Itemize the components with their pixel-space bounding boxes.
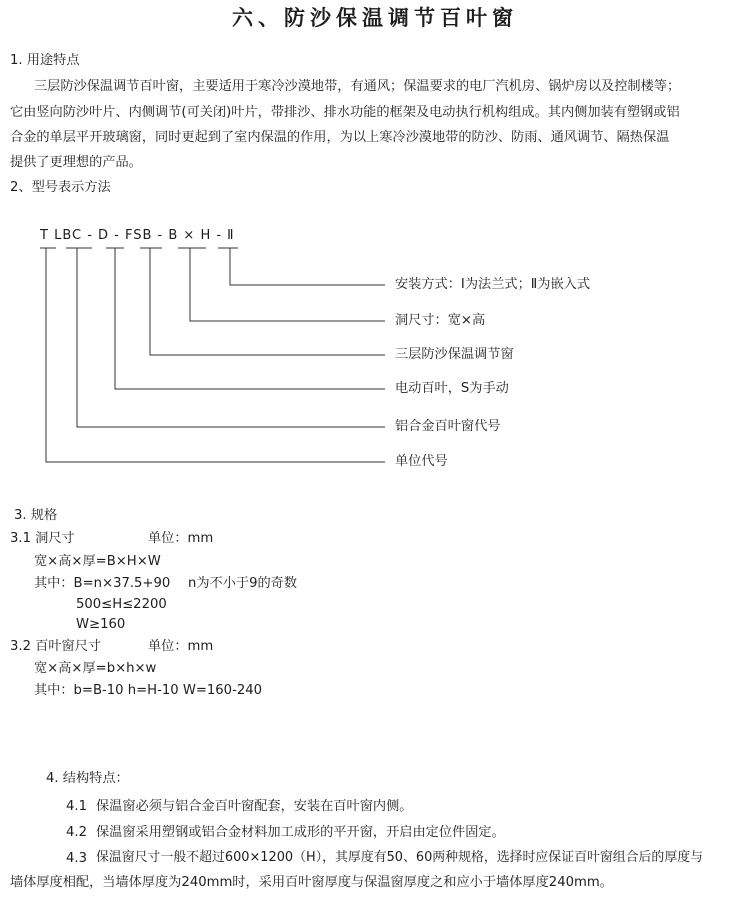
section1-heading: 1. 用途特点 (10, 53, 80, 68)
item-number: 4.3 (66, 851, 87, 866)
label-aluminum-code: 铝合金百叶窗代号 (395, 419, 501, 434)
sub1-w-range: W≥160 (76, 617, 126, 632)
item-continuation: 墙体厚度相配，当墙体厚度为240mm时，采用百叶窗厚度与保温窗厚度之和应小于墙体厚度240mm。 (10, 875, 613, 890)
label-three-layer: 三层防沙保温调节窗 (395, 347, 514, 362)
sub1-h-range: 500≤H≤2200 (76, 597, 167, 612)
sub1-formula: 宽×高×厚=B×H×W (34, 554, 161, 569)
label-electric-louver: 电动百叶，S为手动 (395, 381, 509, 396)
sub2-where: 其中：b=B-10 h=H-10 W=160-240 (34, 683, 263, 698)
section1-line: 三层防沙保温调节百叶窗，主要适用于寒冷沙漠地带，有通风；保温要求的电厂汽机房、锅炉房以及控制楼等； (34, 79, 681, 94)
section2-heading: 2、型号表示方法 (10, 180, 111, 195)
leader-install (230, 248, 385, 285)
section3-heading: 3. 规格 (14, 508, 58, 523)
leader-electric (115, 248, 385, 389)
item-number: 4.2 (66, 825, 87, 840)
item-text: 保温窗必须与铝合金百叶窗配套，安装在百叶窗内侧。 (96, 799, 413, 814)
label-unit-code: 单位代号 (395, 454, 448, 469)
sub2-heading: 3.2 百叶窗尺寸 (10, 639, 102, 654)
model-code: T LBC - D - FSB - B × H - Ⅱ (40, 228, 235, 243)
sub1-unit: 单位：mm (148, 531, 214, 546)
leader-three-layer (150, 248, 385, 355)
section1-line: 它由竖向防沙叶片、内侧调节(可关闭)叶片，带排沙、排水功能的框架及电动执行机构组成。其内侧加装有塑钢或铝 (10, 105, 680, 120)
label-install-method: 安装方式：Ⅰ为法兰式；Ⅱ为嵌入式 (395, 277, 591, 292)
section4-heading: 4. 结构特点： (46, 771, 129, 786)
sub1-where: 其中：B=n×37.5+90 (34, 576, 171, 591)
leader-aluminum (77, 248, 385, 427)
sub1-note-n: n为不小于9的奇数 (188, 576, 298, 591)
item-text: 保温窗采用塑钢或铝合金材料加工成形的平开窗，开启由定位件固定。 (96, 825, 505, 840)
sub1-heading: 3.1 洞尺寸 (10, 531, 75, 546)
sub2-formula: 宽×高×厚=b×h×w (34, 661, 157, 676)
page-title: 六、防沙保温调节百叶窗 (232, 6, 518, 30)
label-opening-size: 洞尺寸：宽×高 (395, 313, 486, 328)
item-text: 保温窗尺寸一般不超过600×1200（H），其厚度有50、60两种规格，选择时应保证百叶窗组合后的厚度与 (96, 850, 703, 865)
section1-line: 提供了更理想的产品。 (10, 155, 142, 170)
section1-line: 合金的单层平开玻璃窗，同时更起到了室内保温的作用，为以上寒冷沙漠地带的防沙、防雨、通风调节、隔热保温 (10, 130, 670, 145)
sub2-unit: 单位：mm (148, 639, 214, 654)
item-number: 4.1 (66, 799, 87, 814)
